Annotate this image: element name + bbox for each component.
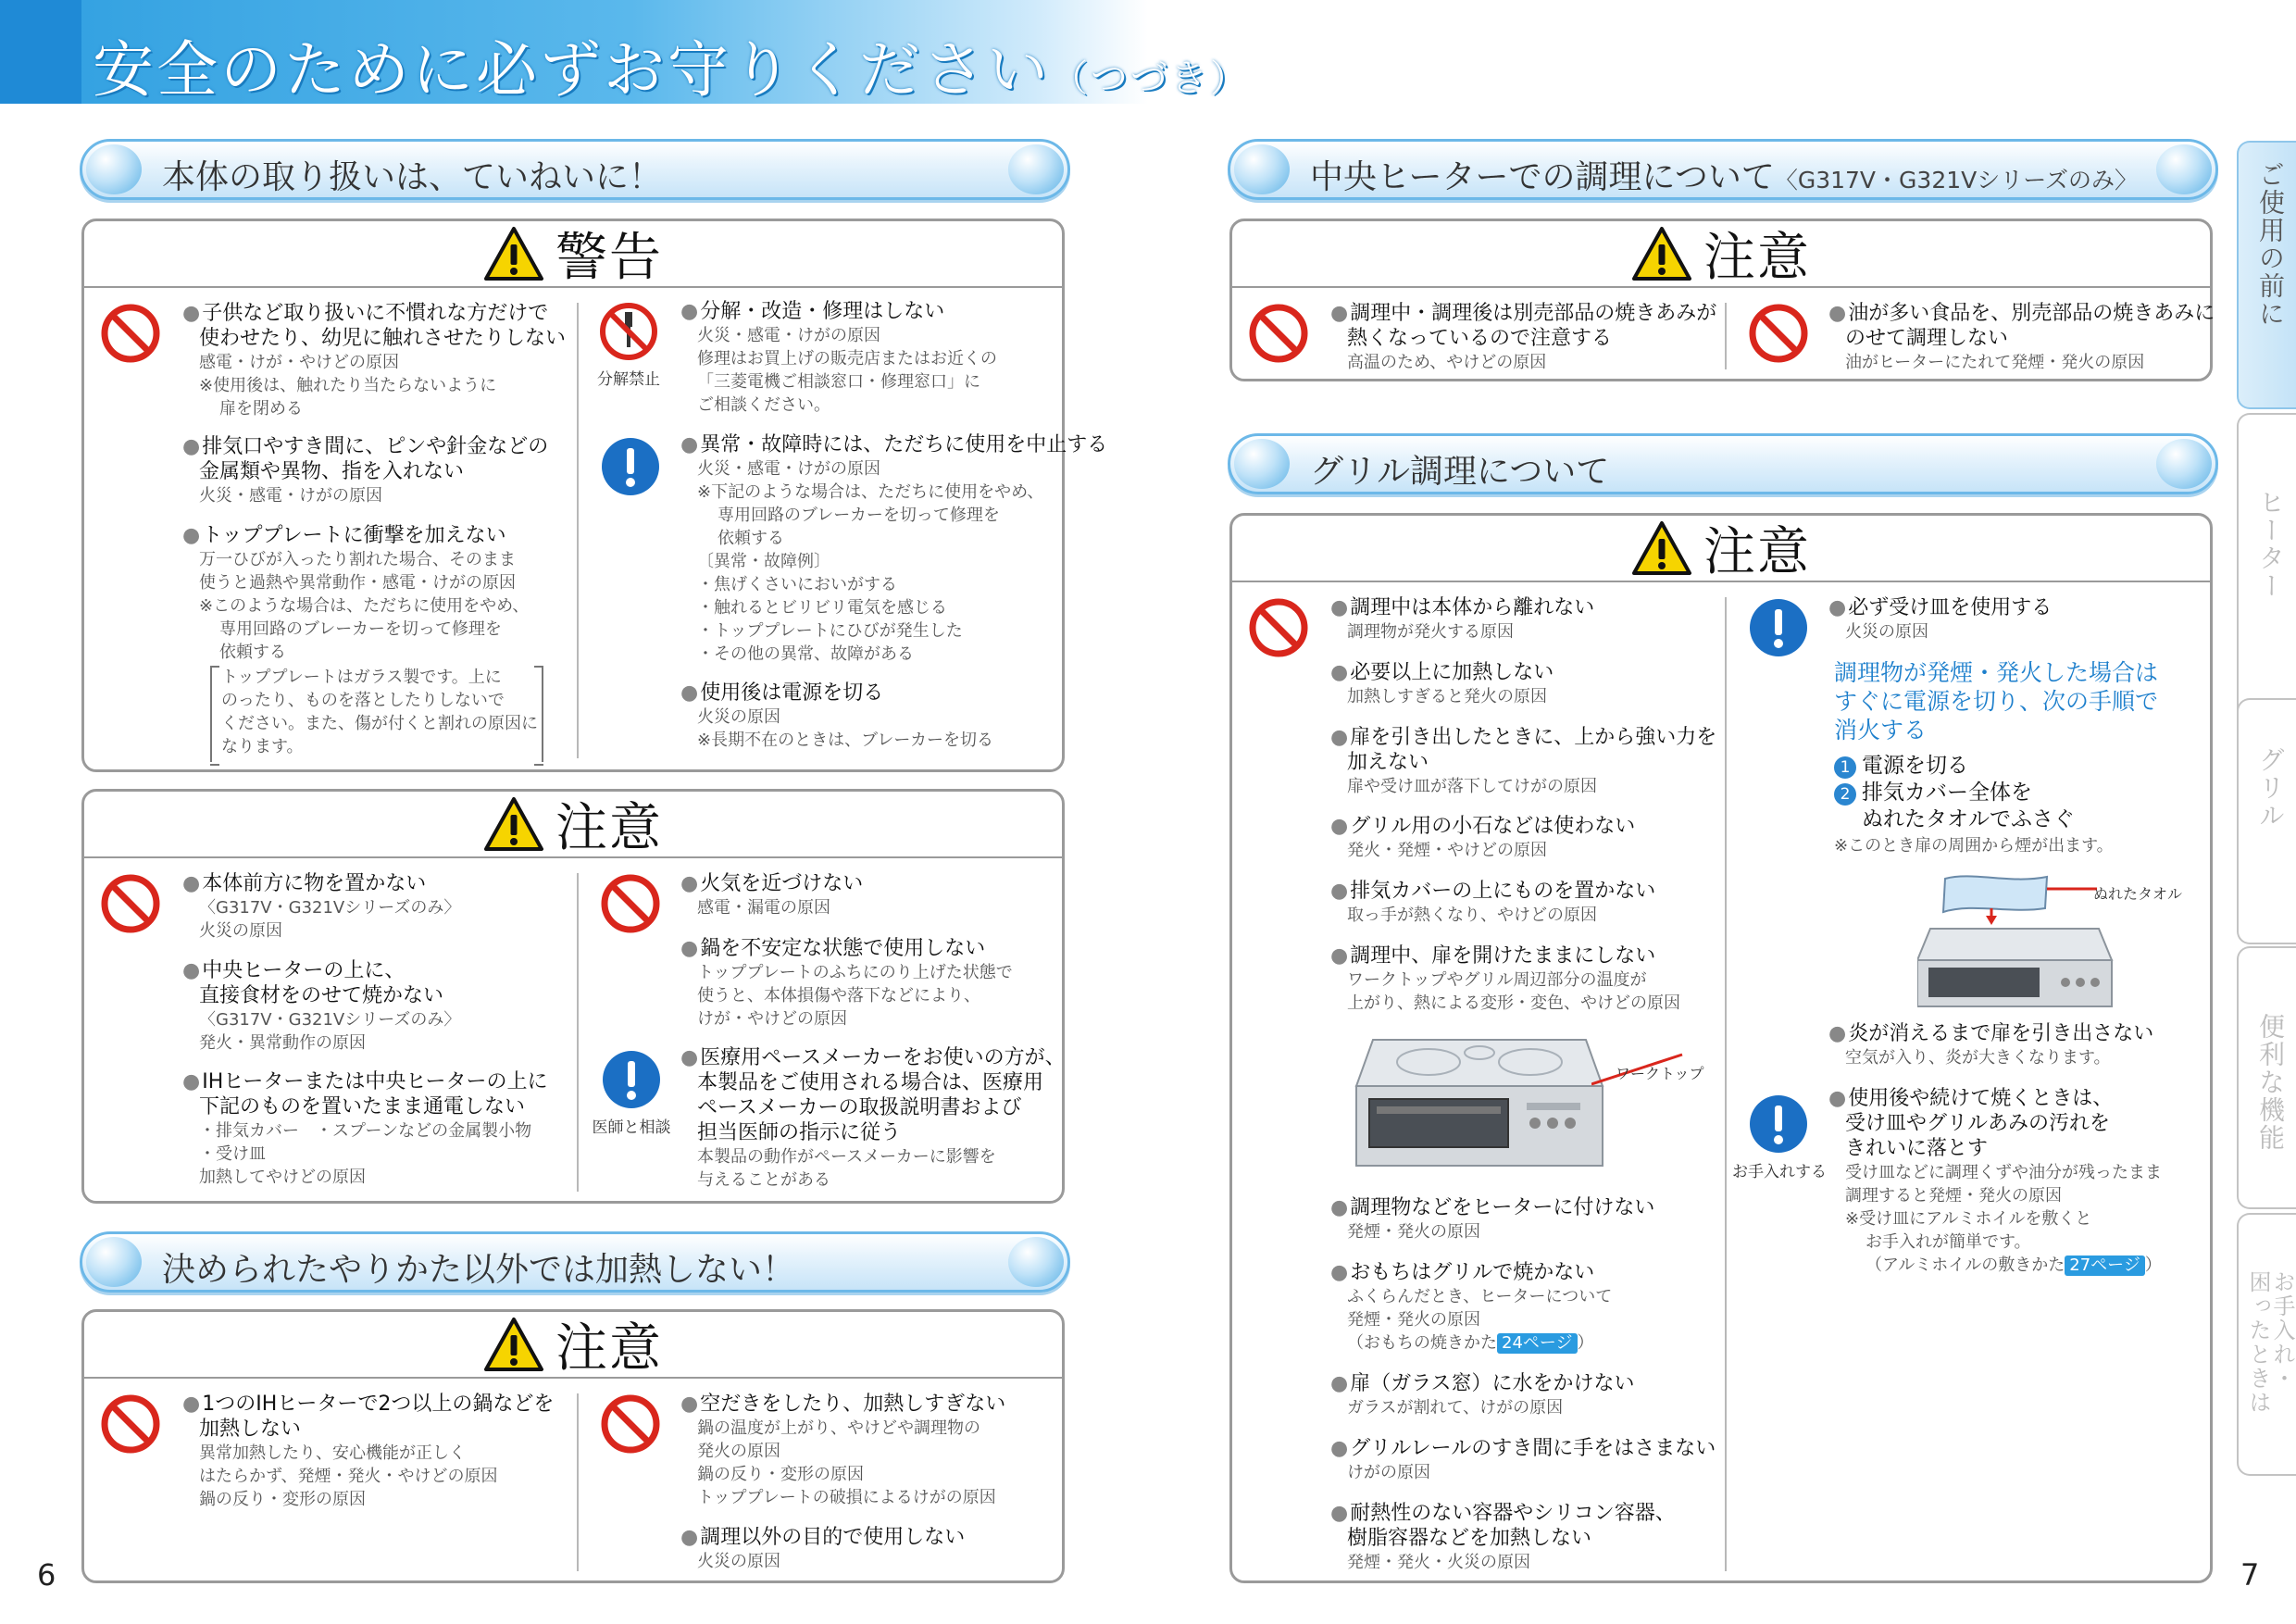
prohibit-symbol xyxy=(599,1393,662,1455)
exclamation-icon xyxy=(1748,597,1809,658)
caution-box xyxy=(81,789,1065,1204)
column-divider xyxy=(577,1393,579,1571)
caution-item: ●耐熱性のない容器やシリコン容器、 樹脂容器などを加熱しない 発煙・発火・火災の原因 xyxy=(1330,1502,1676,1572)
banner-ball-icon xyxy=(1008,1237,1064,1287)
section-title: 決められたやりかた以外では加熱しない！ xyxy=(162,1251,796,1289)
caution-item: ●グリルレールのすき間に手をはさまない けがの原因 xyxy=(1330,1437,1716,1482)
page-number-right: 7 xyxy=(2240,1557,2260,1593)
no-disassembly-icon xyxy=(598,301,659,362)
prohibit-icon xyxy=(600,873,661,934)
prohibit-icon xyxy=(100,873,161,934)
section-banner-handling xyxy=(80,139,1070,200)
caution-item: ●火気を近づけない 感電・漏電の原因 xyxy=(680,872,864,918)
banner-ball-icon xyxy=(86,144,142,194)
tab-before-use[interactable] xyxy=(2237,141,2296,409)
caution-item: ●必ず受け皿を使用する 火災の原因 xyxy=(1828,596,2053,642)
warning-label: 警告 xyxy=(555,228,663,288)
caution-item: ●本体前方に物を置かない 〈G317V・G321Vシリーズのみ〉 火災の原因 xyxy=(182,872,461,941)
section-subtitle: 〈G317V・G321Vシリーズのみ〉 xyxy=(1774,167,2138,194)
caution-item: ●中央ヒーターの上に、 直接食材をのせて焼かない 〈G317V・G321Vシリーズのみ〉 発火・異常動作の原因 xyxy=(182,959,461,1053)
prohibit-icon xyxy=(100,303,161,364)
warning-triangle-icon xyxy=(483,1317,544,1372)
care-symbol xyxy=(1732,1093,1825,1181)
smoke-note: ※このとき扉の周囲から煙が出ます。 xyxy=(1834,836,2114,856)
warning-item: ●分解・改造・修理はしない 火災・感電・けがの原因 修理はお買上げの販売店またはお近くの 「三菱電機ご相談窓口・修理窓口」に ご相談ください。 xyxy=(680,300,997,415)
caution-box-header xyxy=(1232,516,2210,582)
section-banner-grill xyxy=(1228,433,2218,494)
caution-item: ●必要以上に加熱しない 加熱しすぎると発火の原因 xyxy=(1330,661,1554,706)
prohibit-symbol xyxy=(599,873,662,934)
prohibit-symbol xyxy=(1247,597,1310,658)
warning-box xyxy=(81,219,1108,772)
warning-item: ●使用後は電源を切る 火災の原因 ※長期不在のときは、ブレーカーを切る xyxy=(680,681,994,750)
tab-label: ご使用の前に xyxy=(2255,161,2286,328)
caution-item: ●油が多い食品を、別売部品の焼きあみに のせて調理しない 油がヒーターにたれて発煙・発火の原因 xyxy=(1828,302,2215,372)
caution-box-grill xyxy=(1229,513,2213,1583)
caution-item: ●調理物などをヒーターに付けない 発煙・発火の原因 xyxy=(1330,1196,1655,1242)
consult-doctor-symbol xyxy=(590,1049,673,1137)
step-number-badge: 2 xyxy=(1834,783,1856,806)
banner-ball-icon xyxy=(2156,144,2212,194)
caution-box-header xyxy=(1232,221,2210,288)
caution-item: ●鍋を不安定な状態で使用しない トッププレートのふちにのり上げた状態で 使うと、本体損傷や落下などにより、 けが・やけどの原因 xyxy=(680,937,1013,1029)
banner-ball-icon xyxy=(86,1237,142,1287)
caution-item: ●調理中は本体から離れない 調理物が発火する原因 xyxy=(1330,596,1595,642)
page-reference-badge[interactable]: 24ページ xyxy=(1497,1333,1578,1354)
warning-item: ●排気口やすき間に、ピンや針金などの 金属類や異物、指を入れない 火災・感電・けがの原因 xyxy=(182,435,549,506)
column-divider xyxy=(1725,303,1727,369)
glass-note-bracket: トッププレートはガラス製です。上に のったり、ものを落としたりしないで ください。また、傷が付くと割れの原因に なります。 xyxy=(210,666,543,762)
prohibit-icon xyxy=(600,1393,661,1455)
warning-triangle-icon xyxy=(483,226,544,281)
caution-item: ●調理中・調理後は別売部品の焼きあみが 熱くなっているので注意する 高温のため、やけどの原因 xyxy=(1330,302,1717,372)
page-title-suffix: （つづき） xyxy=(1051,57,1250,100)
warning-triangle-icon xyxy=(483,796,544,852)
caution-item: ●扉を引き出したときに、上から強い力を 加えない 扉や受け皿が落下してけがの原因 xyxy=(1330,726,1717,796)
tab-label: 困ったときは xyxy=(2245,1270,2271,1415)
caution-item: ●炎が消えるまで扉を引き出さない 空気が入り、炎が大きくなります。 xyxy=(1828,1022,2154,1068)
section-banner-center-heater xyxy=(1228,139,2218,200)
prohibit-icon xyxy=(1248,597,1309,658)
symbol-caption: 医師と相談 xyxy=(592,1118,671,1137)
disassembly-prohibited-symbol xyxy=(592,301,666,389)
prohibit-symbol xyxy=(99,1393,162,1455)
towel-label: ぬれたタオル xyxy=(2093,885,2183,903)
caution-item: ●IHヒーターまたは中央ヒーターの上に 下記のものを置いたまま通電しない ・排気カバー ・スプーンなどの金属製小物 ・受け皿 加熱してやけどの原因 xyxy=(182,1070,548,1187)
prohibit-symbol xyxy=(1747,303,1810,364)
banner-ball-icon xyxy=(1234,439,1290,489)
caution-box xyxy=(81,1309,1065,1583)
warning-triangle-icon xyxy=(1631,520,1692,576)
prohibit-icon xyxy=(1248,303,1309,364)
tab-label: ヒーター xyxy=(2255,489,2286,600)
caution-item: ●扉（ガラス窓）に水をかけない ガラスが割れて、けがの原因 xyxy=(1330,1372,1635,1418)
page-title: 安全のために必ずお守りください（つづき） xyxy=(93,34,1250,106)
prohibit-icon xyxy=(100,1393,161,1455)
caution-item: ●医療用ペースメーカーをお使いの方が、 本製品をご使用される場合は、医療用 ペースメーカーの取扱説明書および 担当医師の指示に従う 本製品の動作がペースメーカーに影響を 与えることがある xyxy=(680,1046,1066,1190)
cooktop-illustration xyxy=(1354,1031,1604,1169)
banner-ball-icon xyxy=(1234,144,1290,194)
step-number-badge: 1 xyxy=(1834,756,1856,779)
emergency-instructions: 調理物が発煙・発火した場合は すぐに電源を切り、次の手順で 消火する xyxy=(1834,659,2159,743)
banner-ball-icon xyxy=(1008,144,1064,194)
column-divider xyxy=(1725,597,1727,1571)
section-title: 中央ヒーターでの調理について〈G317V・G321Vシリーズのみ〉 xyxy=(1310,158,2138,196)
page-number-left: 6 xyxy=(37,1557,56,1593)
caution-item: ●使用後や続けて焼くときは、 受け皿やグリルあみの汚れを きれいに落とす 受け皿などに調理くずや油分が残ったまま 調理すると発煙・発火の原因 ※受け皿にアルミホイルを敷くと お手入れが簡単です。 （アルミホイルの敷きかた 27ページ ） xyxy=(1828,1087,2162,1275)
page-reference-badge[interactable]: 27ページ xyxy=(2065,1255,2145,1276)
warning-item: ●異常・故障時には、ただちに使用を中止する 火災・感電・けがの原因 ※下記のような場合は、ただちに使用をやめ、 専用回路のブレーカーを切って修理を 依頼する 〔異常・故障例〕 ・焦げくさいにおいがする ・触れるとビリビリ電気を感じる ・トッププレートにひびが発生した ・その他の異常、故障がある xyxy=(680,433,1108,664)
caution-label: 注意 xyxy=(1703,522,1811,582)
column-divider xyxy=(577,303,579,758)
caution-label: 注意 xyxy=(555,798,663,858)
towel-pointer-line xyxy=(2047,882,2099,895)
symbol-caption: 分解禁止 xyxy=(597,370,660,389)
warning-box-header xyxy=(84,221,1062,288)
tab-label: お手入れ・ xyxy=(2269,1270,2295,1391)
prohibit-symbol xyxy=(99,873,162,934)
prohibit-symbol xyxy=(1247,303,1310,364)
caution-box xyxy=(1229,219,2213,381)
caution-box-header xyxy=(84,792,1062,858)
header-accent-block xyxy=(0,0,81,104)
caution-item: ●調理中、扉を開けたままにしない ワークトップやグリル周辺部分の温度が 上がり、熱による変形・変色、やけどの原因 xyxy=(1330,944,1680,1013)
caution-item: ●調理以外の目的で使用しない 火災の原因 xyxy=(680,1526,966,1571)
caution-item: ●1つのIHヒーターで2つ以上の鍋などを 加熱しない 異常加熱したり、安心機能が正しく はたらかず、発煙・発火・やけどの原因 鍋の反り・変形の原因 xyxy=(182,1393,555,1509)
emergency-steps: 1 電源を切る 2 排気カバー全体を ぬれたタオルでふさぐ xyxy=(1834,753,2075,833)
tab-label: 便利な機能 xyxy=(2255,1013,2286,1152)
tab-label: グリル xyxy=(2255,746,2286,830)
mandatory-symbol xyxy=(1747,597,1810,658)
tab-care-troubleshooting[interactable] xyxy=(2237,1213,2296,1476)
caution-item: ●グリル用の小石などは使わない 発火・発煙・やけどの原因 xyxy=(1330,815,1636,860)
exclamation-icon xyxy=(601,1049,662,1110)
caution-item: ●おもちはグリルで焼かない ふくらんだとき、ヒーターについて 発煙・発火の原因 （おもちの焼きかた 24ページ ） xyxy=(1330,1261,1613,1353)
prohibit-symbol xyxy=(99,303,162,364)
prohibit-icon xyxy=(1748,303,1809,364)
tab-grill[interactable] xyxy=(2237,698,2296,944)
symbol-caption: お手入れする xyxy=(1732,1163,1827,1181)
cooktop-drawing xyxy=(1354,1031,1604,1169)
caution-label: 注意 xyxy=(1703,228,1811,288)
worktop-label: ワークトップ xyxy=(1616,1065,1704,1082)
mandatory-symbol xyxy=(599,436,662,497)
tab-convenient-functions[interactable] xyxy=(2237,946,2296,1209)
banner-ball-icon xyxy=(2156,439,2212,489)
exclamation-icon xyxy=(600,436,661,497)
caution-item: ●空だきをしたり、加熱しすぎない 鍋の温度が上がり、やけどや調理物の 発火の原因 鍋の反り・変形の原因 トッププレートの破損によるけがの原因 xyxy=(680,1393,1006,1507)
section-banner-heating xyxy=(80,1231,1070,1293)
caution-item: ●排気カバーの上にものを置かない 取っ手が熱くなり、やけどの原因 xyxy=(1330,880,1656,925)
caution-box-header xyxy=(84,1312,1062,1379)
caution-label: 注意 xyxy=(555,1318,663,1379)
section-title: 本体の取り扱いは、ていねいに！ xyxy=(162,158,663,196)
section-title: グリル調理について xyxy=(1310,453,1610,491)
exclamation-icon xyxy=(1748,1093,1809,1155)
warning-item: ●子供など取り扱いに不慣れな方だけで 使わせたり、幼児に触れさせたりしない 感電・けが・やけどの原因 ※使用後は、触れたり当たらないように 扉を閉める xyxy=(182,302,567,418)
warning-triangle-icon xyxy=(1631,226,1692,281)
column-divider xyxy=(577,873,579,1192)
warning-item: ●トッププレートに衝撃を加えない 万一ひびが入ったり割れた場合、そのまま 使うと過熱や異常動作・感電・けがの原因 ※このような場合は、ただちに使用をやめ、 専用回路のブレーカーを切って修理を 依頼する xyxy=(182,524,530,662)
